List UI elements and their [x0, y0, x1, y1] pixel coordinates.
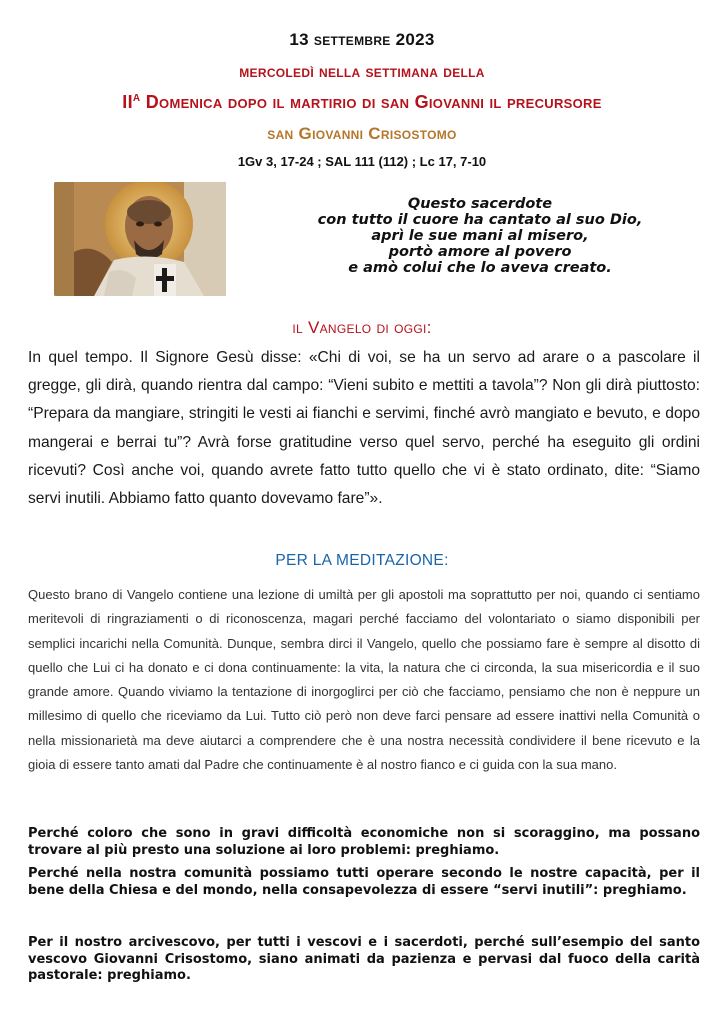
quote-line: aprì le sue mani al misero,: [371, 228, 589, 244]
meditation-heading: PER LA MEDITAZIONE:: [275, 552, 449, 569]
gospel-heading: il Vangelo di oggi:: [292, 318, 432, 337]
saint-quote: [290, 196, 670, 276]
feast-prefix: II: [122, 92, 133, 112]
quote-line: con tutto il cuore ha cantato al suo Dio,: [317, 212, 643, 228]
prayer-intention-2: Perché nella nostra comunità possiamo tutti operare secondo le nostre capacità, per il bene della Chiesa e del mondo, nella consapevolezza di essere “servi inutili”: preghiamo.: [28, 866, 700, 898]
feast-rest: Domenica dopo il martirio di san Giovanni il precursore: [140, 92, 602, 112]
quote-line: e amò colui che lo aveva creato.: [348, 260, 612, 276]
saint-fresco-icon: [54, 182, 226, 296]
date-heading: 13 settembre 2023: [289, 30, 435, 49]
meditation-text: Questo brano di Vangelo contiene una lezione di umiltà per gli apostoli ma soprattutto per noi, quando ci sentiamo meritevoli di ringraziamenti o di riconoscenza, magari perché facciamo del volontariato o siamo disponibili per semplici incarichi nella Comunità. Dunque, sembra dirci il Vangelo, quello che possiamo fare è sempre al disotto di quello che Lui ci ha donato e ci dona continuamente: la vita, la natura che ci circonda, la sua misericordia e il suo grande amore. Quando viviamo la tentazione di inorgoglirci per ciò che facciamo, pensiamo che non è neppure un millesimo di quello che riceviamo da Lui. Tutto ciò però non deve farci pensare ad essere inattivi nella Comunità o nella missionarietà ma deve aiutarci a comprendere che è una nostra necessità condividere il bene ricevuto e la gioia di essere tanto amati dal Padre che continuamente è al nostro fianco e ci guida con la sua mano.: [28, 587, 700, 773]
quote-line: portò amore al povero: [388, 244, 572, 260]
quote-line: Questo sacerdote: [407, 196, 553, 212]
gospel-text: In quel tempo. Il Signore Gesù disse: «Chi di voi, se ha un servo ad arare o a pascolare il gregge, gli dirà, quando rientra dal campo: “Vieni subito e mettiti a tavola”? Non gli dirà piuttosto: “Prepara da mangiare, stringiti le vesti ai fianchi e servimi, finché avrò mangiato e bevuto, e dopo mangerai e berrai tu”? Avrà forse gratitudine verso quel servo, perché ha eseguito gli ordini ricevuti? Così anche voi, quando avrete fatto tutto quello che vi è stato ordinato, dite: “Siamo servi inutili. Abbiamo fatto quanto dovevamo fare”».: [28, 349, 700, 508]
saint-title: san Giovanni Crisostomo: [267, 124, 457, 143]
feast-sup: A: [132, 93, 141, 104]
feast-title: [0, 92, 724, 113]
day-title: mercoledì nella settimana della: [239, 62, 485, 81]
prayer-intention-1: Perché coloro che sono in gravi difficoltà economiche non si scoraggino, ma possano trovare al più presto una soluzione ai loro problemi: preghiamo.: [28, 826, 700, 858]
readings-line: 1Gv 3, 17-24 ; SAL 111 (112) ; Lc 17, 7-10: [237, 154, 487, 169]
prayer-intention-3: Per il nostro arcivescovo, per tutti i vescovi e i sacerdoti, perché sull’esempio del santo vescovo Giovanni Crisostomo, siano animati da pazienza e pervasi dal fuoco della carità pastorale: preghiamo.: [28, 935, 700, 983]
